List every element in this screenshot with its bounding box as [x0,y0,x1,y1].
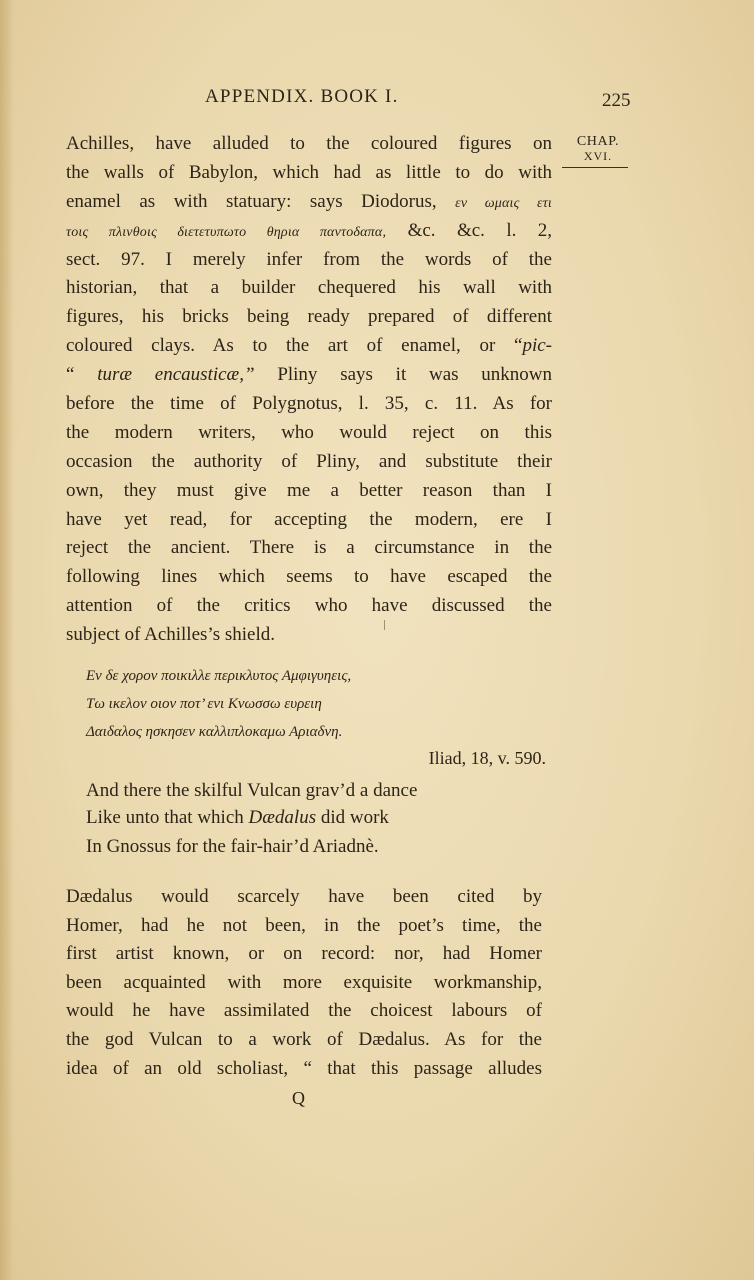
english-verse-line [86,807,389,829]
verse-fragment: did work [320,807,389,828]
text-line: reject the ancient. There is a circumstance in the [66,537,552,559]
text-line [66,332,552,361]
greek-inline: τοις πλινθοις διετετυπωτο θηρια παντοδαπα, [66,224,387,240]
text-line: attention of the critics who have discussed the [66,595,552,617]
greek-verse-line: Εν δε χορον ποικιλλε περικλυτος Αμφιγυηεις, [86,668,352,684]
greek-inline: εν ωμαις ετι [455,195,552,211]
verse-citation: Iliad, 18, v. 590. [428,748,546,768]
sidenote-chap-label: CHAP. [576,134,620,149]
page-number: 225 [602,90,631,111]
running-title: APPENDIX. BOOK I. [205,86,399,107]
text-line: Homer, had he not been, in the poet’s time, the [66,914,542,936]
text-line [66,361,552,390]
page-mark [384,620,385,630]
text-line: been acquainted with more exquisite workmanship, [66,971,542,993]
text-fragment: enamel as with statuary: says Diodorus, [66,190,437,212]
running-head [0,86,754,116]
paragraph-2 [66,883,542,1083]
greek-verse-line: Δαιδαλος ησκησεν καλλιπλοκαμω Αριαδνη. [86,724,343,740]
text-line: historian, that a builder chequered his wall with [66,277,552,299]
text-line: figures, his bricks being ready prepared of different [66,306,552,328]
text-fragment: “ [66,364,75,386]
chapter-sidenote [566,134,630,168]
text-line [66,188,552,217]
sidenote-rule [562,167,628,168]
text-line: Dædalus would scarcely have been cited by [66,886,542,907]
text-fragment: coloured clays. As to the art of enamel, or “ [66,335,523,357]
text-line: have yet read, for accepting the modern, ere I [66,508,552,530]
english-verse-line: And there the skilful Vulcan grav’d a dance [86,780,418,801]
text-fragment: Pliny says it was unknown [277,364,553,386]
verse-italic-name: Dædalus [248,807,317,828]
text-line: the god Vulcan to a work of Dædalus. As for the [66,1028,542,1050]
text-line: following lines which seems to have escaped the [66,566,552,588]
verse-fragment: Like unto that which [86,807,244,828]
text-line: before the time of Polygnotus, l. 35, c. 11. As for [66,393,552,415]
text-fragment: &c. &c. l. 2, [407,219,553,241]
text-line: first artist known, or on record: nor, had Homer [66,943,542,965]
text-line: sect. 97. I merely infer from the words of the [66,248,552,270]
paragraph-1 [66,130,552,650]
sidenote-chapter-number: XVI. [583,149,613,163]
text-line [66,217,552,246]
text-line: idea of an old scholiast, “ that this passage alludes [66,1057,542,1079]
text-line: the walls of Babylon, which had as little to do with [66,161,552,183]
text-line: Achilles, have alluded to the coloured figures on [66,133,552,154]
italic-fragment: turæ encausticæ,” [97,364,255,386]
signature-mark: Q [292,1088,305,1108]
greek-verse-line: Τω ικελον οιον ποτ’ ενι Κνωσσω ευρειη [86,696,322,712]
italic-fragment: pic- [522,335,552,357]
text-line: the modern writers, who would reject on this [66,421,552,443]
text-line: own, they must give me a better reason than I [66,479,552,501]
text-line: occasion the authority of Pliny, and substitute their [66,450,552,472]
english-verse-line: In Gnossus for the fair-hair’d Ariadnè. [86,836,379,857]
text-line: subject of Achilles’s shield. [66,624,275,646]
text-line: would he have assimilated the choicest labours of [66,1000,542,1022]
